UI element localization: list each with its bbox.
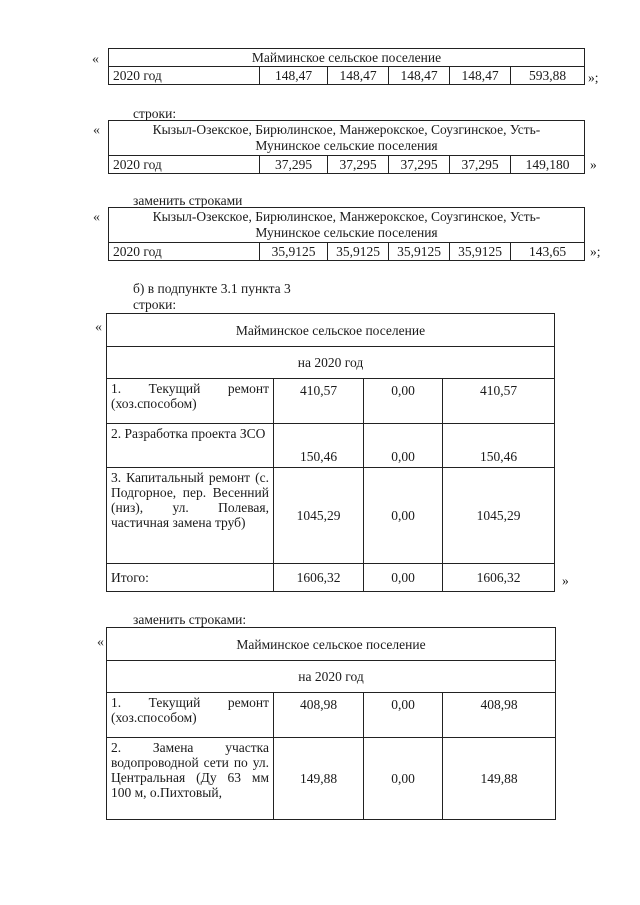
table-title — [109, 208, 585, 243]
cell-value: 408,98 — [274, 693, 364, 738]
total-label: Итого: — [107, 564, 274, 592]
cell-value: 0,00 — [364, 379, 443, 424]
cell-value: 1045,29 — [274, 468, 364, 564]
cell-value: 37,295 — [260, 156, 328, 174]
title-line-1: Кызыл-Озекское, Бирюлинское, Манжерокское, Соузгинское, Усть- — [152, 209, 541, 224]
table-row — [107, 468, 555, 564]
cell-total: 1606,32 — [443, 564, 555, 592]
table-works-old — [106, 313, 555, 592]
cell-total: 149,180 — [511, 156, 585, 174]
close-quote: » — [590, 157, 597, 172]
label-strings: строки: — [133, 106, 177, 121]
table-total-row — [107, 564, 555, 592]
row-label: 2020 год — [109, 67, 260, 85]
open-quote: « — [93, 123, 100, 138]
work-name: 2. Разработка проекта ЗСО — [107, 424, 274, 468]
cell-value: 148,47 — [389, 67, 450, 85]
table-works-new — [106, 627, 556, 820]
table-year: на 2020 год — [107, 347, 555, 379]
cell-value: 0,00 — [364, 693, 443, 738]
cell-value: 149,88 — [274, 738, 364, 820]
title-line-2: Мунинское сельские поселения — [255, 138, 438, 153]
open-quote: « — [95, 320, 102, 335]
table-title — [109, 121, 585, 156]
cell-total: 593,88 — [511, 67, 585, 85]
work-name: 1. Текущий ремонт (хоз.способом) — [107, 693, 274, 738]
close-quote: »; — [588, 70, 599, 85]
cell-value: 150,46 — [274, 424, 364, 468]
cell-value: 35,9125 — [328, 243, 389, 261]
cell-value: 149,88 — [443, 738, 556, 820]
cell-value: 35,9125 — [450, 243, 511, 261]
table-settlements-old — [108, 120, 585, 174]
open-quote: « — [92, 52, 99, 67]
title-line-1: Кызыл-Озекское, Бирюлинское, Манжерокское, Соузгинское, Усть- — [152, 122, 541, 137]
table-title: Майминское сельское поселение — [109, 49, 585, 67]
table-row — [107, 379, 555, 424]
cell-value: 0,00 — [364, 424, 443, 468]
work-name: 2. Замена участка водопроводной сети по ул. Центральная (Ду 63 мм 100 м, о.Пихтовый, — [107, 738, 274, 820]
cell-value: 410,57 — [443, 379, 555, 424]
table-title: Майминское сельское поселение — [107, 314, 555, 347]
open-quote: « — [97, 635, 104, 650]
close-quote: »; — [590, 244, 601, 259]
table-settlements-new — [108, 207, 585, 261]
cell-value: 0,00 — [364, 738, 443, 820]
table-row — [107, 738, 556, 820]
table-row — [107, 693, 556, 738]
table-maima-2020-old — [108, 48, 585, 85]
cell-value: 150,46 — [443, 424, 555, 468]
cell-value: 35,9125 — [260, 243, 328, 261]
title-line-2: Мунинское сельские поселения — [255, 225, 438, 240]
open-quote: « — [93, 210, 100, 225]
table-row — [107, 424, 555, 468]
table-title: Майминское сельское поселение — [107, 628, 556, 661]
cell-value: 408,98 — [443, 693, 556, 738]
cell-value: 35,9125 — [389, 243, 450, 261]
label-strings: строки: — [133, 297, 177, 312]
cell-value: 0,00 — [364, 468, 443, 564]
subclause-heading: б) в подпункте 3.1 пункта 3 — [133, 281, 291, 296]
cell-value: 148,47 — [260, 67, 328, 85]
row-label: 2020 год — [109, 243, 260, 261]
cell-value: 37,295 — [450, 156, 511, 174]
work-name: 3. Капитальный ремонт (с. Подгорное, пер. Весенний (низ), ул. Полевая, частичная замена труб) — [107, 468, 274, 564]
cell-total: 0,00 — [364, 564, 443, 592]
cell-value: 37,295 — [389, 156, 450, 174]
close-quote: » — [562, 573, 569, 588]
cell-value: 1045,29 — [443, 468, 555, 564]
label-replace: заменить строками: — [133, 612, 247, 627]
cell-value: 410,57 — [274, 379, 364, 424]
table-year: на 2020 год — [107, 661, 556, 693]
work-name: 1. Текущий ремонт (хоз.способом) — [107, 379, 274, 424]
cell-value: 148,47 — [328, 67, 389, 85]
cell-total: 143,65 — [511, 243, 585, 261]
row-label: 2020 год — [109, 156, 260, 174]
cell-value: 148,47 — [450, 67, 511, 85]
label-replace: заменить строками — [133, 193, 243, 208]
cell-value: 37,295 — [328, 156, 389, 174]
cell-total: 1606,32 — [274, 564, 364, 592]
